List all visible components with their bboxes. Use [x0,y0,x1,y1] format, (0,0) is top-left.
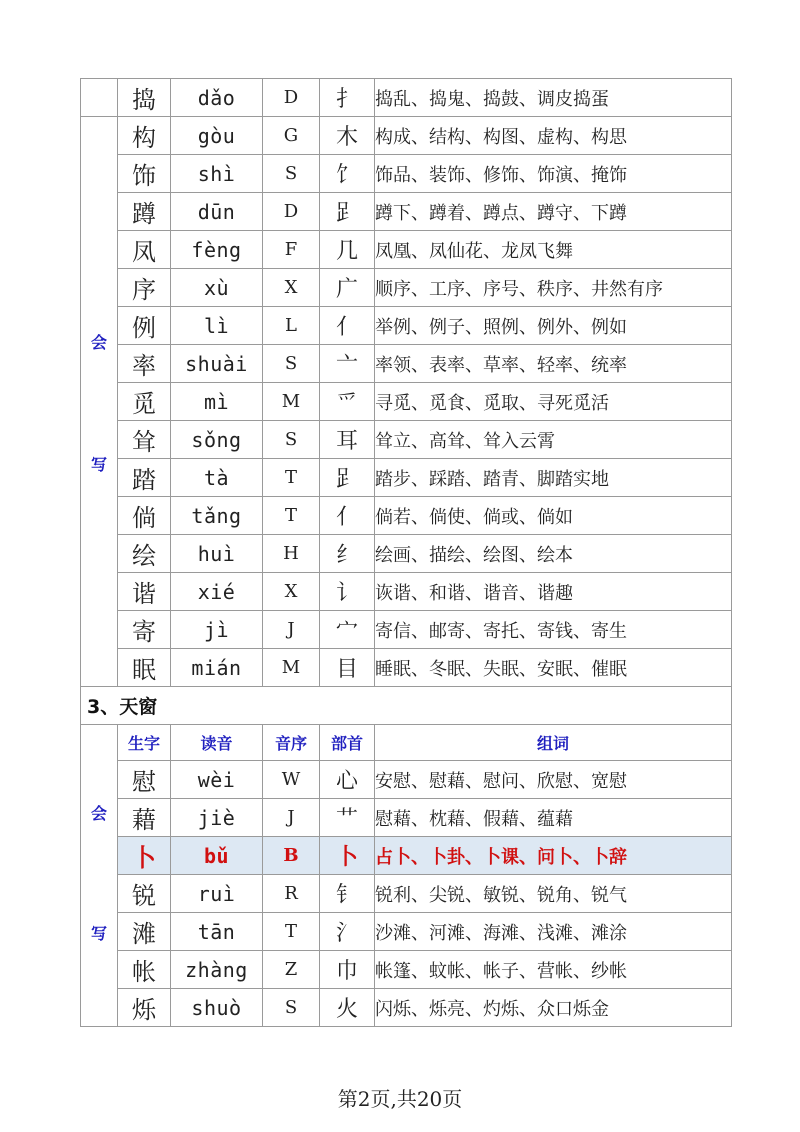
side-label-xie: 写 [90,924,107,943]
char-cell: 绘 [118,535,171,573]
radical-cell: 𧾷 [320,459,375,497]
order-cell: F [263,231,320,269]
radical-cell: 扌 [320,79,375,117]
header-pinyin: 读音 [171,725,263,761]
radical-cell: 亠 [320,345,375,383]
order-cell: M [263,649,320,687]
char-cell: 慰 [118,761,171,799]
words-cell: 饰品、装饰、修饰、饰演、掩饰 [375,155,732,193]
order-cell: S [263,989,320,1027]
section-title-row [81,687,732,725]
char-cell: 耸 [118,421,171,459]
char-cell: 凤 [118,231,171,269]
radical-cell: 巾 [320,951,375,989]
table-row [81,913,732,951]
header-char: 生字 [118,725,171,761]
char-cell: 卜 [118,837,171,875]
char-cell: 构 [118,117,171,155]
words-cell: 蹲下、蹲着、蹲点、蹲守、下蹲 [375,193,732,231]
radical-cell: 爫 [320,383,375,421]
header-radical: 部首 [320,725,375,761]
radical-cell: 纟 [320,535,375,573]
header-words: 组词 [375,725,732,761]
pinyin-cell: xù [171,269,263,307]
words-cell: 慰藉、枕藉、假藉、蕴藉 [375,799,732,837]
radical-cell: 目 [320,649,375,687]
radical-cell: 钅 [320,875,375,913]
side-label-cell [81,117,118,687]
table-row [81,497,732,535]
table-row [81,573,732,611]
table-row [81,611,732,649]
words-cell: 率领、表率、草率、轻率、统率 [375,345,732,383]
pinyin-cell: shì [171,155,263,193]
table-row [81,989,732,1027]
words-cell: 耸立、高耸、耸入云霄 [375,421,732,459]
header-order: 音序 [263,725,320,761]
table-row [81,345,732,383]
order-cell: M [263,383,320,421]
pinyin-cell: fèng [171,231,263,269]
order-cell: T [263,459,320,497]
pinyin-cell: wèi [171,761,263,799]
radical-cell: 氵 [320,913,375,951]
side-label-hui: 会 [90,804,107,823]
pinyin-cell: ruì [171,875,263,913]
char-cell: 倘 [118,497,171,535]
words-cell: 沙滩、河滩、海滩、浅滩、滩涂 [375,913,732,951]
table-row [81,193,732,231]
order-cell: J [263,799,320,837]
order-cell: B [263,837,320,875]
side-label-xie: 写 [90,455,107,474]
table-row [81,421,732,459]
pinyin-cell: shuài [171,345,263,383]
pinyin-cell: tǎng [171,497,263,535]
words-cell: 踏步、踩踏、踏青、脚踏实地 [375,459,732,497]
char-cell: 眠 [118,649,171,687]
words-cell: 诙谐、和谐、谐音、谐趣 [375,573,732,611]
pinyin-cell: jiè [171,799,263,837]
char-cell: 锐 [118,875,171,913]
order-cell: T [263,497,320,535]
order-cell: Z [263,951,320,989]
radical-cell: 𧾷 [320,193,375,231]
char-cell: 踏 [118,459,171,497]
order-cell: D [263,193,320,231]
order-cell: L [263,307,320,345]
pinyin-cell: sǒng [171,421,263,459]
pinyin-cell: zhàng [171,951,263,989]
char-cell: 烁 [118,989,171,1027]
radical-cell: 卜 [320,837,375,875]
words-cell: 锐利、尖锐、敏锐、锐角、锐气 [375,875,732,913]
char-cell: 藉 [118,799,171,837]
words-cell: 顺序、工序、序号、秩序、井然有序 [375,269,732,307]
table-row [81,117,732,155]
vocab-table [80,78,732,1027]
pinyin-cell: xié [171,573,263,611]
words-cell: 帐篷、蚊帐、帐子、营帐、纱帐 [375,951,732,989]
char-cell: 觅 [118,383,171,421]
table-row [81,951,732,989]
order-cell: J [263,611,320,649]
order-cell: H [263,535,320,573]
char-cell: 谐 [118,573,171,611]
pinyin-cell: mì [171,383,263,421]
char-cell: 序 [118,269,171,307]
radical-cell: 火 [320,989,375,1027]
order-cell: S [263,345,320,383]
words-cell: 构成、结构、构图、虚构、构思 [375,117,732,155]
words-cell: 捣乱、捣鬼、捣鼓、调皮捣蛋 [375,79,732,117]
words-cell: 寻觅、觅食、觅取、寻死觅活 [375,383,732,421]
table-row [81,649,732,687]
table-row [81,459,732,497]
radical-cell: 艹 [320,799,375,837]
radical-cell: 广 [320,269,375,307]
words-cell: 睡眠、冬眠、失眠、安眠、催眠 [375,649,732,687]
char-cell: 饰 [118,155,171,193]
pinyin-cell: jì [171,611,263,649]
radical-cell: 亻 [320,497,375,535]
radical-cell: 心 [320,761,375,799]
side-label-hui: 会 [90,333,107,352]
words-cell: 绘画、描绘、绘图、绘本 [375,535,732,573]
words-cell: 寄信、邮寄、寄托、寄钱、寄生 [375,611,732,649]
table-row [81,875,732,913]
table-row [81,383,732,421]
pinyin-cell: dǎo [171,79,263,117]
order-cell: X [263,573,320,611]
highlighted-row [81,837,732,875]
table-row [81,231,732,269]
words-cell: 举例、例子、照例、例外、例如 [375,307,732,345]
words-cell: 凤凰、凤仙花、龙凤飞舞 [375,231,732,269]
char-cell: 帐 [118,951,171,989]
order-cell: S [263,421,320,459]
radical-cell: 耳 [320,421,375,459]
table-row [81,79,732,117]
pinyin-cell: mián [171,649,263,687]
pinyin-cell: gòu [171,117,263,155]
table-row [81,307,732,345]
pinyin-cell: huì [171,535,263,573]
table-row [81,535,732,573]
char-cell: 滩 [118,913,171,951]
side-label-cell [81,725,118,1027]
char-cell: 寄 [118,611,171,649]
pinyin-cell: lì [171,307,263,345]
words-cell: 安慰、慰藉、慰问、欣慰、宽慰 [375,761,732,799]
order-cell: S [263,155,320,193]
header-row [81,725,732,761]
radical-cell: 几 [320,231,375,269]
pinyin-cell: tà [171,459,263,497]
radical-cell: 宀 [320,611,375,649]
table-row [81,761,732,799]
char-cell: 率 [118,345,171,383]
table-row [81,155,732,193]
section-title: 3、天窗 [81,687,732,725]
order-cell: X [263,269,320,307]
pinyin-cell: tān [171,913,263,951]
char-cell: 蹲 [118,193,171,231]
order-cell: G [263,117,320,155]
char-cell: 捣 [118,79,171,117]
words-cell: 倘若、倘使、倘或、倘如 [375,497,732,535]
order-cell: T [263,913,320,951]
words-cell: 闪烁、烁亮、灼烁、众口烁金 [375,989,732,1027]
radical-cell: 饣 [320,155,375,193]
pinyin-cell: bǔ [171,837,263,875]
order-cell: D [263,79,320,117]
radical-cell: 讠 [320,573,375,611]
table-row [81,269,732,307]
words-cell: 占卜、卜卦、卜课、问卜、卜辞 [375,837,732,875]
radical-cell: 亻 [320,307,375,345]
pinyin-cell: dūn [171,193,263,231]
side-cell-empty [81,79,118,117]
pinyin-cell: shuò [171,989,263,1027]
char-cell: 例 [118,307,171,345]
page-footer: 第2页,共20页 [337,1087,463,1111]
order-cell: R [263,875,320,913]
radical-cell: 木 [320,117,375,155]
order-cell: W [263,761,320,799]
table-row [81,799,732,837]
